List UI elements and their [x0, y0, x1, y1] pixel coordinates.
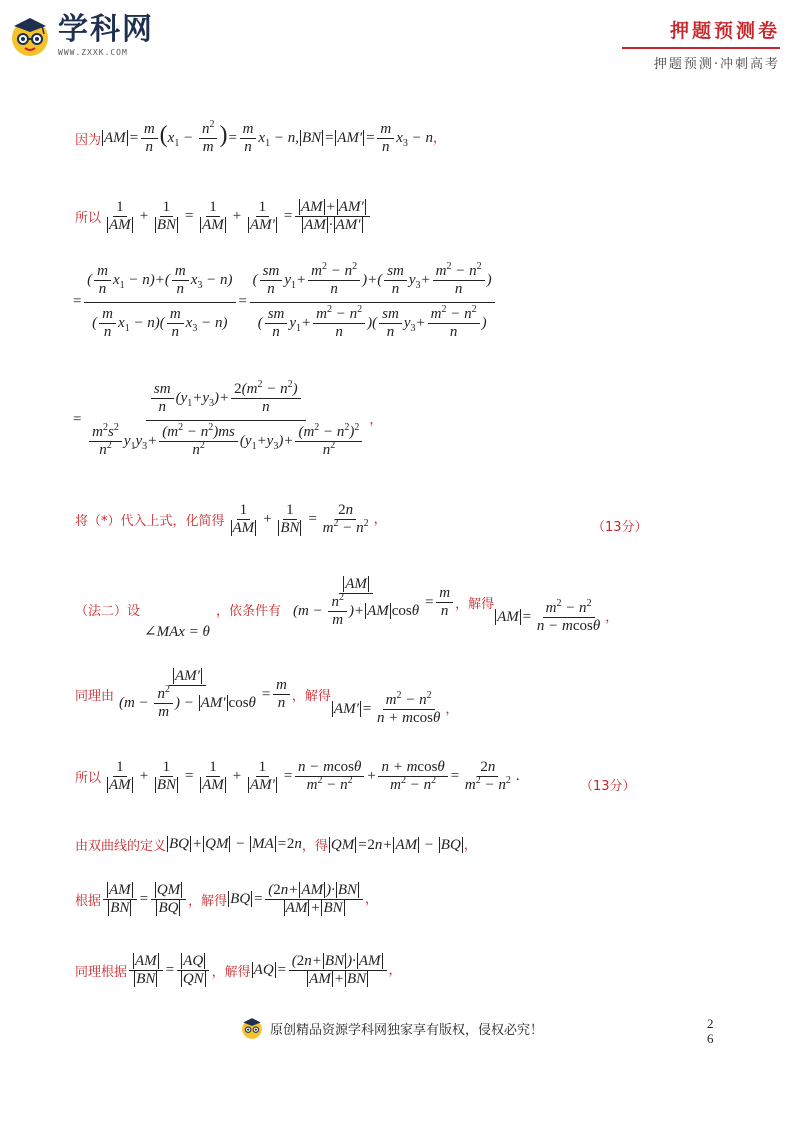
- brand-title: 押题预测卷: [669, 20, 780, 42]
- line-11: [75, 953, 402, 989]
- owl-logo-icon: [240, 1016, 264, 1040]
- line-8: [75, 759, 520, 795]
- copyright-notice: 原创精品资源学科网独家享有版权，侵权必究！: [270, 1022, 544, 1038]
- logo-url: WWW.ZXXK.COM: [58, 48, 128, 57]
- line-10-mid: ，解得: [188, 894, 228, 910]
- logo-name: 学科网: [58, 12, 154, 47]
- line-5-prefix: 将（*）代入上式，化简得: [75, 514, 225, 530]
- line-6-condition: AM (m − $\frac{n^2}{m}$ )+ AM cosθ = $\frac{m}{n}$: [288, 576, 455, 630]
- line-2-formula: $\frac{1}{AM}$ + $\frac{1}{BN}$ = $\frac{1}{AM}$ + $\frac{1}{AM'}$ = $\frac{AM + AM'}{AM \cdot AM'}$: [101, 199, 372, 235]
- line-2: [75, 199, 372, 235]
- line-11-ratio: $\frac{AM}{BN}$ = $\frac{AQ}{QN}$: [127, 953, 212, 989]
- footer: [240, 1016, 543, 1040]
- line-9: [75, 834, 477, 854]
- line-7-solve: ，解得: [291, 689, 331, 705]
- page-number-bottom: 6: [707, 1031, 714, 1046]
- line-7-condition: AM′ (m − $\frac{n^2}{m}$ ) − AM′ cosθ = $\frac{m}{n}$: [114, 668, 292, 722]
- line-11-mid: ，解得: [211, 965, 251, 981]
- page-number: [707, 1016, 714, 1046]
- owl-logo-icon: [8, 14, 52, 58]
- line-5-score: （13分）: [592, 520, 648, 535]
- line-5: [75, 502, 387, 538]
- line-9-definition: BQ + QM − MA =2n: [169, 835, 302, 852]
- brand-block: [622, 16, 780, 72]
- line-1-formula: AM = $\frac{m}{n}$ ($x_1$ − $\frac{n^2}{m}$ )= $\frac{m}{n}$ $x_1 - n$, BN = AM′ = $\frac{m}{n}$ $x_3 - n$，: [104, 119, 446, 156]
- line-10: [75, 882, 378, 918]
- line-8-formula: $\frac{1}{AM}$ + $\frac{1}{BN}$ = $\frac{1}{AM}$ + $\frac{1}{AM'}$ = $\frac{n - mcos\theta}{m^2 - n^2}$ + $\frac{n + mcos\theta}{m^2 - n^2}$ = $\frac{2n}{m^2 - n^2}$ .: [109, 759, 520, 794]
- line-6-prefix: （法二）设: [75, 604, 141, 619]
- line-9-mid: ，得: [301, 838, 328, 854]
- line-9-prefix: 由双曲线的定义: [75, 838, 167, 854]
- line-9-result: QM =2n+ AM − BQ ，: [330, 837, 477, 853]
- line-6-result: AM = $\frac{m^2 - n^2}{n - mcos\theta}$ ，: [497, 598, 619, 635]
- line-8-score: （13分）: [580, 779, 636, 794]
- line-2-prefix: 所以: [75, 211, 102, 227]
- brand-subtitle: 押题预测·冲刺高考: [653, 57, 780, 72]
- line-6-formula: [288, 570, 618, 636]
- line-11-prefix: 同理根据: [75, 965, 128, 981]
- line-7-result: AM′ = $\frac{m^2 - n^2}{n + mcos\theta}$ ，: [333, 690, 459, 727]
- line-3-formula: = ( $\frac{m}{n}$ $x_1 - n)+$( $\frac{m}{n}$ $x_3 - n$) ( $\frac{m}{n}$ $x_1 - n$)( $\frac{m}{n}$ $x_3 - n$) = ( $\frac{sm}{n}$ $y_1+$ $\frac{m^2 - n^2}{n}$ )+( $\frac{sm}{n}$ $y_3+$ $\frac{m^2 - n^2}{n}$ ) ( $\frac{sm}{n}$ $y_1+$ $\frac{m^2 - n^2}{n}$ )( $\frac{sm}{n}$ $y_3+$ $\frac{m^2 - n^2}{n}$ ): [72, 263, 497, 341]
- line-7-prefix: 同理由: [75, 689, 115, 705]
- line-10-result: BQ = $\frac{(2n+ AM )\cdot BN}{AM + BN}$ ，: [230, 882, 379, 917]
- line-10-ratio: $\frac{AM}{BN}$ = $\frac{QM}{BQ}$: [101, 882, 188, 918]
- line-11-result: AQ = $\frac{(2n+ BN )\cdot AM}{AM + BN}$ ，: [253, 953, 402, 988]
- line-4: [72, 381, 382, 459]
- page-number-top: 2: [707, 1016, 714, 1031]
- site-logo: [8, 14, 154, 58]
- line-6-angle: ∠MAx = θ: [144, 624, 210, 640]
- line-5-formula: $\frac{1}{AM}$ + $\frac{1}{BN}$ = $\frac{2n}{m^2 - n^2}$ ，: [232, 502, 387, 537]
- line-10-prefix: 根据: [75, 894, 102, 910]
- line-7: [75, 662, 458, 728]
- line-3: [72, 263, 497, 341]
- line-1: [75, 121, 446, 157]
- line-6-solve: ，解得: [455, 597, 495, 613]
- brand-divider: [622, 47, 780, 49]
- line-8-prefix: 所以: [75, 771, 102, 787]
- line-1-prefix: 因为: [75, 133, 102, 149]
- line-6-mid: ，依条件有: [216, 604, 282, 619]
- line-4-formula: = $\frac{sm}{n}$ $(y_1+y_3)+$ $\frac{2(m^2 - n^2)}{n}$ $\frac{m^2s^2}{n^2}$ $y_1y_3+$ $\frac{(m^2 - n^2)ms}{n^2}$ $(y_1+y_3)+$ $\frac{(m^2 - n^2)^2}{n^2}$ ，: [72, 379, 383, 458]
